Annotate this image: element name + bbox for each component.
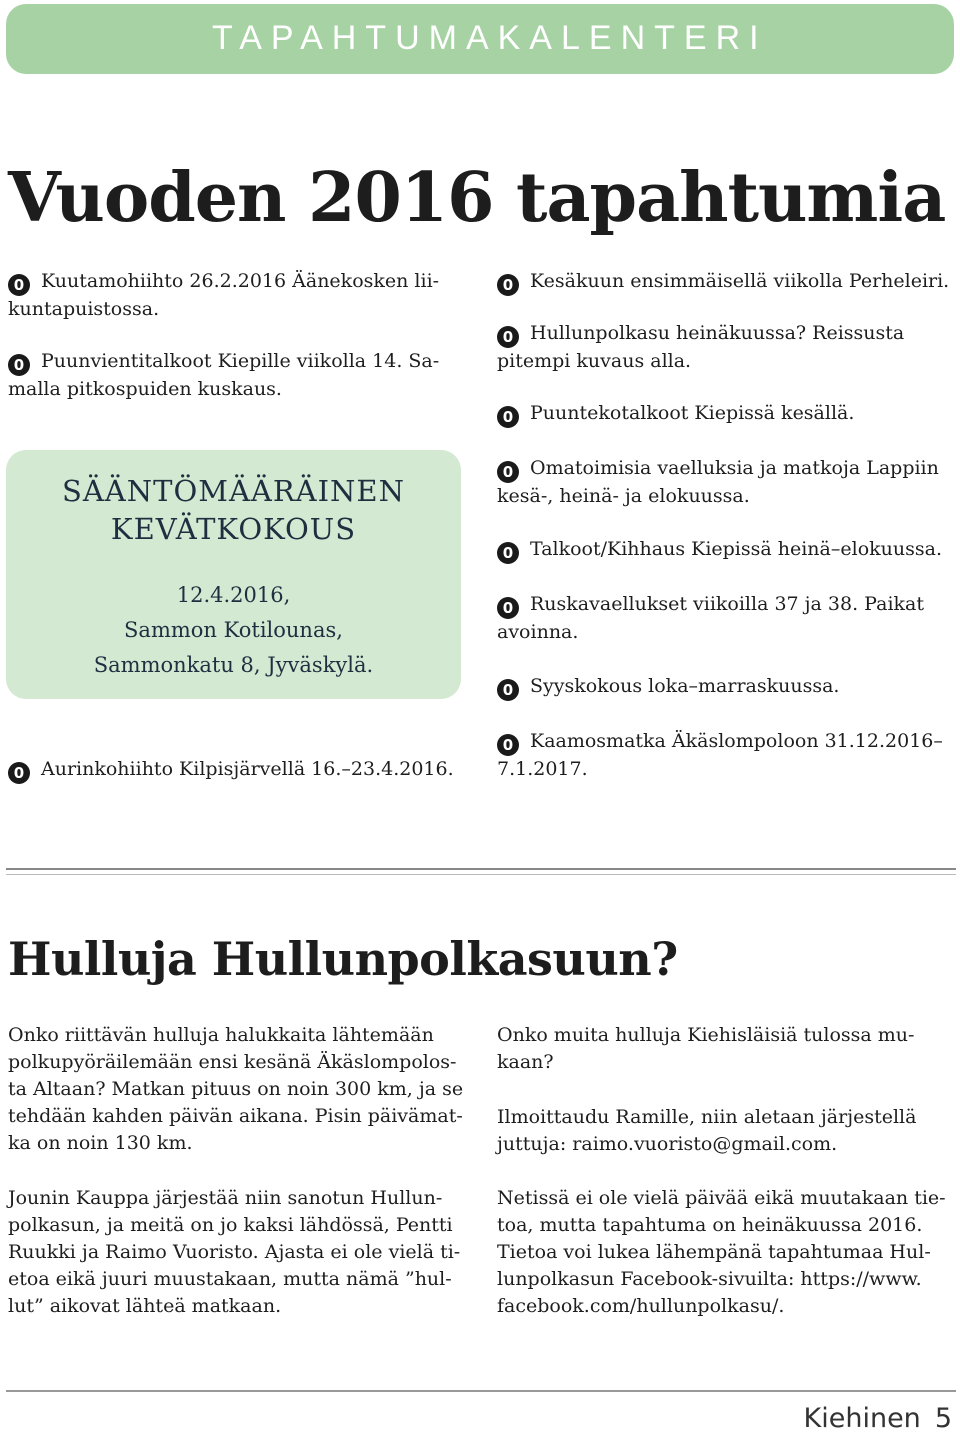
meeting-details: 12.4.2016, Sammon Kotilounas, Sammonkatu 8, Jyväskylä. bbox=[93, 583, 374, 677]
event-text: Aurinkohiihto Kilpisjärvellä 16.–23.4.2016. bbox=[41, 758, 454, 780]
event-text-cont: kuntapuistossa. bbox=[8, 298, 160, 320]
event-text: Hullunpolkasu heinäkuussa? Reissusta bbox=[530, 322, 905, 344]
article-paragraph: Netissä ei ole vielä päivää eikä muutakaan tie- toa, mutta tapahtuma on heinäkuussa 2016. Tietoa voi lukea lähempänä tapahtumaa Hul- lunpolkasun Facebook-sivuilta: https://www. facebook.com/hullunpolkasu/. bbox=[497, 1187, 946, 1317]
banner-title: TAPAHTUMAKALENTERI bbox=[212, 19, 768, 57]
event-text: Ruskavaellukset viikoilla 37 ja 38. Paikat bbox=[530, 593, 924, 615]
section-banner bbox=[6, 4, 954, 74]
event-item bbox=[497, 536, 957, 564]
bullet-icon: 0 bbox=[497, 542, 519, 564]
event-text-cont: 7.1.2017. bbox=[497, 758, 588, 780]
event-text-cont: malla pitkospuiden kuskaus. bbox=[8, 378, 282, 400]
article-paragraph: Onko riittävän hulluja halukkaita lähtemään polkupyöräilemään ensi kesänä Äkäslompolos- ta Altaan? Matkan pituus on noin 300 km, ja se tehdään kahden päivän aikana. Pisin päivämat- ka on noin 130 km. bbox=[8, 1024, 464, 1154]
event-text: Kaamosmatka Äkäslompoloon 31.12.2016– bbox=[530, 730, 943, 752]
event-item bbox=[497, 268, 957, 296]
event-text: Syyskokous loka–marraskuussa. bbox=[530, 675, 840, 697]
event-text: Puunvientitalkoot Kiepille viikolla 14. Sa- bbox=[41, 350, 440, 372]
meeting-title: SÄÄNTÖMÄÄRÄINEN KEVÄTKOKOUS bbox=[62, 474, 405, 546]
publication-name: Kiehinen bbox=[803, 1403, 921, 1434]
event-item bbox=[497, 673, 957, 701]
event-text: Kuutamohiihto 26.2.2016 Äänekosken lii- bbox=[41, 270, 440, 292]
event-text-cont: avoinna. bbox=[497, 621, 579, 643]
event-text: Kesäkuun ensimmäisellä viikolla Perheleiri. bbox=[530, 270, 950, 292]
event-item bbox=[497, 728, 957, 783]
event-item bbox=[497, 400, 957, 428]
article-paragraph: Ilmoittaudu Ramille, niin aletaan järjestellä juttuja: raimo.vuoristo@gmail.com. bbox=[497, 1106, 917, 1155]
bullet-icon: 0 bbox=[497, 734, 519, 756]
article-paragraph: Jounin Kauppa järjestää niin sanotun Hullun- polkasun, ja meitä on jo kaksi lähdössä, Pentti Ruukki ja Raimo Vuoristo. Ajasta ei ole vielä ti- etoa eikä juuri muustakaan, mutta nämä ”hul- lut” aikovat lähteä matkaan. bbox=[8, 1187, 461, 1317]
divider bbox=[6, 874, 956, 875]
bullet-icon: 0 bbox=[8, 762, 30, 784]
bullet-icon: 0 bbox=[8, 354, 30, 376]
event-text-cont: kesä-, heinä- ja elokuussa. bbox=[497, 485, 750, 507]
bullet-icon: 0 bbox=[497, 461, 519, 483]
divider bbox=[6, 868, 956, 870]
event-item bbox=[497, 591, 957, 646]
bullet-icon: 0 bbox=[8, 274, 30, 296]
bullet-icon: 0 bbox=[497, 326, 519, 348]
event-item bbox=[8, 268, 458, 323]
page-footer bbox=[804, 1403, 952, 1434]
event-text: Puuntekotalkoot Kiepissä kesällä. bbox=[530, 402, 855, 424]
event-item bbox=[497, 455, 957, 510]
bullet-icon: 0 bbox=[497, 274, 519, 296]
event-item bbox=[8, 348, 458, 403]
footer-divider bbox=[6, 1390, 956, 1392]
meeting-box bbox=[6, 450, 461, 699]
page-number: 5 bbox=[934, 1403, 952, 1434]
bullet-icon: 0 bbox=[497, 679, 519, 701]
bullet-icon: 0 bbox=[497, 406, 519, 428]
page-title: Vuoden 2016 tapahtumia bbox=[8, 158, 946, 238]
event-text: Omatoimisia vaelluksia ja matkoja Lappiin bbox=[530, 457, 939, 479]
event-item bbox=[8, 756, 468, 784]
event-item bbox=[497, 320, 957, 375]
article-paragraph: Onko muita hulluja Kiehisläisiä tulossa mu- kaan? bbox=[497, 1024, 915, 1073]
event-text: Talkoot/Kihhaus Kiepissä heinä–elokuussa. bbox=[530, 538, 942, 560]
article-title: Hulluja Hullunpolkasuun? bbox=[8, 932, 678, 986]
bullet-icon: 0 bbox=[497, 597, 519, 619]
event-text-cont: pitempi kuvaus alla. bbox=[497, 350, 692, 372]
